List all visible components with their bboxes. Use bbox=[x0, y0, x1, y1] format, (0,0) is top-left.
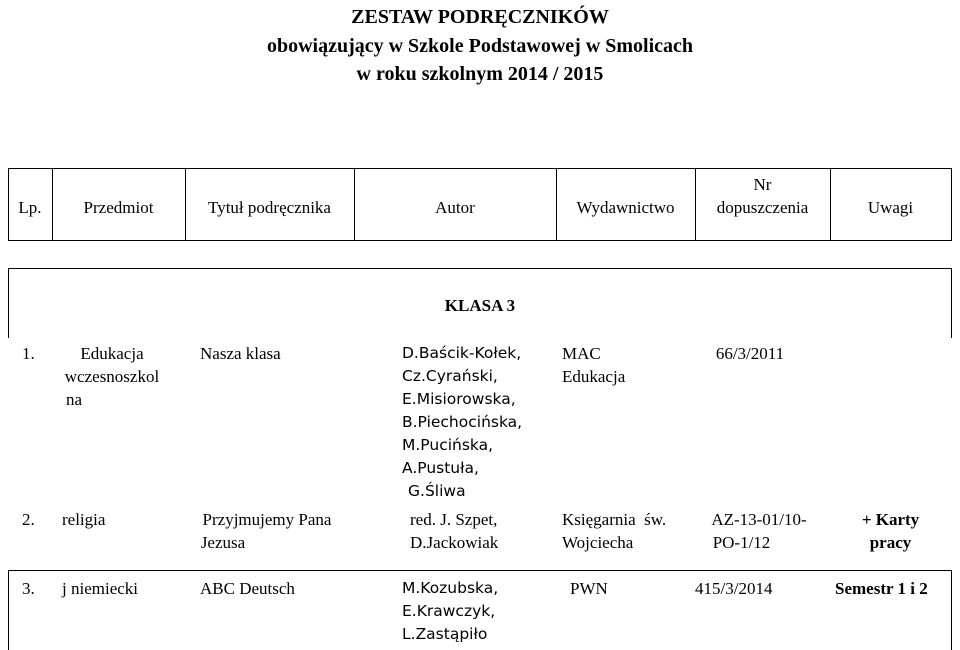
row2-wydawnictwo-l2: Wojciecha bbox=[562, 533, 634, 552]
row2-przedmiot: religia bbox=[62, 510, 106, 529]
column-nr-line2: dopuszczenia bbox=[716, 198, 809, 217]
doc-subtitle-year: w roku szkolnym 2014 / 2015 bbox=[356, 63, 604, 85]
klasa-heading: KLASA 3 bbox=[444, 296, 516, 315]
row2-tytul-l1: Przyjmujemy Pana bbox=[202, 510, 332, 529]
row3-autor-l2: E.Krawczyk, bbox=[402, 602, 496, 620]
row1-wydawnictwo-l1: MAC bbox=[562, 344, 601, 363]
row3-tytul: ABC Deutsch bbox=[200, 579, 295, 598]
row2-uwagi-l2: pracy bbox=[869, 533, 912, 552]
column-uwagi: Uwagi bbox=[867, 198, 914, 217]
row1-autor-l7: G.Śliwa bbox=[408, 482, 466, 500]
doc-title: ZESTAW PODRĘCZNIKÓW bbox=[351, 6, 609, 28]
row1-lp: 1. bbox=[22, 344, 35, 363]
row2-autor-l2: D.Jackowiak bbox=[410, 533, 499, 552]
column-przedmiot: Przedmiot bbox=[83, 198, 154, 217]
doc-subtitle-school: obowiązujący w Szkole Podstawowej w Smolicach bbox=[266, 35, 694, 57]
row2-lp: 2. bbox=[22, 510, 35, 529]
row2-autor-l1: red. J. Szpet, bbox=[410, 510, 498, 529]
row2-uwagi-l1: + Karty bbox=[861, 510, 920, 529]
row2-nr-l2: PO-1/12 bbox=[712, 533, 771, 552]
row3-autor-l3: L.Zastąpiło bbox=[402, 625, 488, 643]
row3-autor-l1: M.Kozubska, bbox=[402, 579, 499, 597]
column-tytul: Tytuł podręcznika bbox=[208, 198, 331, 217]
row1-autor-l4: B.Piechocińska, bbox=[402, 413, 523, 431]
row1-tytul: Nasza klasa bbox=[200, 344, 281, 363]
row1-autor-l2: Cz.Cyrański, bbox=[402, 367, 498, 385]
row1-autor-l6: A.Pustuła, bbox=[402, 459, 479, 477]
row3-przedmiot: j niemiecki bbox=[62, 579, 139, 598]
row1-autor-l3: E.Misiorowska, bbox=[402, 390, 516, 408]
row1-przedmiot-l3: na bbox=[65, 390, 83, 409]
row1-autor-l1: D.Baścik-Kołek, bbox=[402, 344, 522, 362]
row1-wydawnictwo-l2: Edukacja bbox=[562, 367, 626, 386]
row1-przedmiot-l1: Edukacja bbox=[80, 344, 144, 363]
row2-wydawnictwo-l1: Księgarnia św. bbox=[562, 510, 667, 529]
row2-tytul-l2: Jezusa bbox=[200, 533, 246, 552]
column-autor: Autor bbox=[435, 198, 475, 217]
row3-wydawnictwo: PWN bbox=[570, 579, 608, 598]
row2-nr-l1: AZ-13-01/10- bbox=[711, 510, 807, 529]
row1-przedmiot-l2: wczesnoszkol bbox=[64, 367, 160, 386]
row3-nr: 415/3/2014 bbox=[695, 579, 773, 598]
column-nr-line1: Nr bbox=[753, 175, 772, 194]
column-lp: Lp. bbox=[18, 198, 42, 217]
row1-autor-l5: M.Pucińska, bbox=[402, 436, 494, 454]
column-wydawnictwo: Wydawnictwo bbox=[576, 198, 675, 217]
row1-nr: 66/3/2011 bbox=[715, 344, 785, 363]
row3-uwagi: Semestr 1 i 2 bbox=[835, 579, 928, 598]
row3-lp: 3. bbox=[22, 579, 35, 598]
